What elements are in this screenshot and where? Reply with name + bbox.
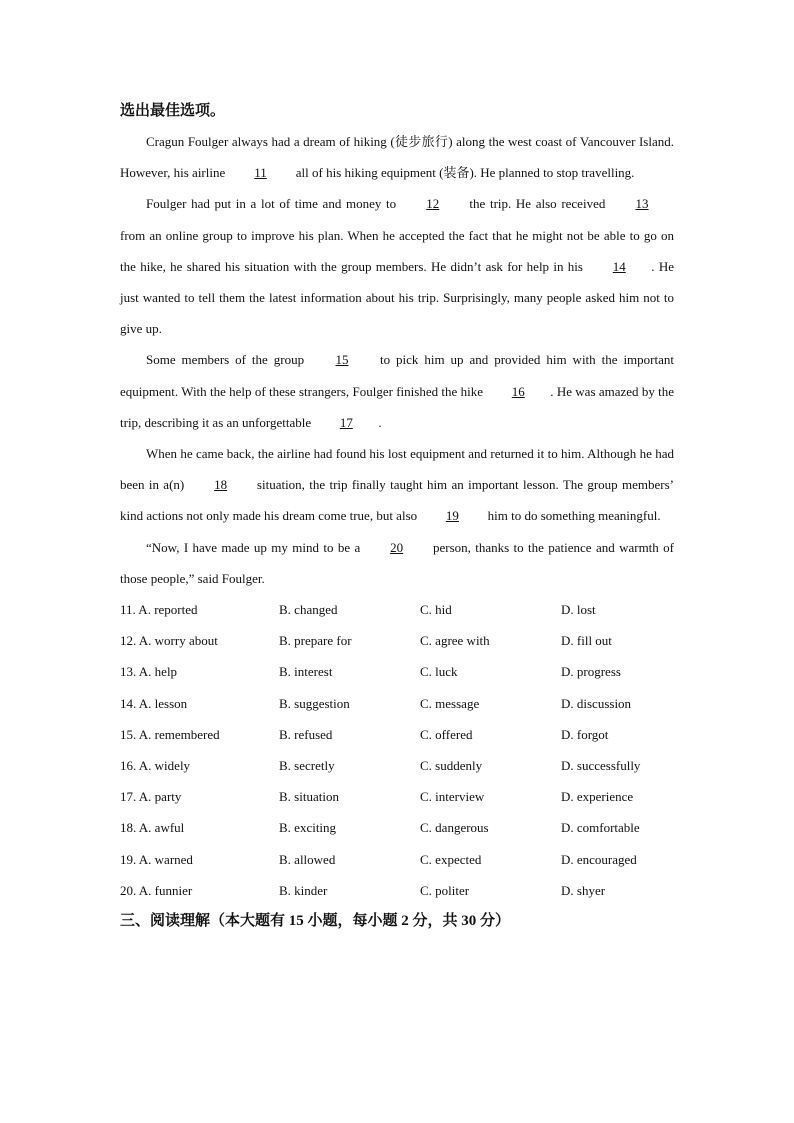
option-a: 19. A. warned <box>120 851 193 867</box>
option-c: C. dangerous <box>420 820 489 836</box>
blank-18: 18 <box>214 477 228 493</box>
passage-text: Cragun Foulger always had a dream of hiking (徒步旅行) along the west coast of Vancouver Island. However, his airline <box>120 134 674 181</box>
option-c: C. message <box>420 695 480 711</box>
option-a: 14. A. lesson <box>120 695 188 711</box>
blank-11: 11 <box>254 165 267 181</box>
option-row <box>120 594 674 625</box>
blank-20: 20 <box>390 539 404 555</box>
option-d: D. discussion <box>561 695 632 711</box>
option-a: 13. A. help <box>120 664 178 680</box>
passage-text: . He just wanted to tell them the latest information about his trip. Surprisingly, many people asked him not to give up. <box>120 258 674 337</box>
blank-15: 15 <box>335 352 349 368</box>
exam-page <box>120 96 674 937</box>
option-c: C. suddenly <box>420 757 483 773</box>
passage-text: situation, the trip finally taught him an important lesson. The group members’ kind actions not only made his dream come true, but also <box>120 477 674 524</box>
option-b: B. situation <box>279 789 339 805</box>
option-d: D. successfully <box>561 757 641 773</box>
option-c: C. expected <box>420 851 482 867</box>
option-d: D. forgot <box>561 726 609 742</box>
option-c: C. offered <box>420 726 473 742</box>
blank-16: 16 <box>511 383 525 399</box>
passage-text: him to do something meaningful. <box>484 508 661 524</box>
option-b: B. suggestion <box>279 695 350 711</box>
cloze-passage <box>120 126 674 594</box>
section-title: 三、阅读理解（本大题有 15 小题，每小题 2 分，共 30 分） <box>120 912 511 929</box>
option-c: C. hid <box>420 602 452 618</box>
option-d: D. lost <box>561 602 596 618</box>
passage-text: . He was amazed by the trip, describing it as an unforgettable <box>120 383 674 430</box>
passage-text: all of his hiking equipment (装备). He planned to stop travelling. <box>292 165 635 181</box>
option-row <box>120 719 674 750</box>
option-a: 11. A. reported <box>120 602 198 618</box>
option-c: C. luck <box>420 664 458 680</box>
option-d: D. fill out <box>561 633 612 649</box>
option-a: 17. A. party <box>120 789 182 805</box>
passage-text: “Now, I have made up my mind to be a <box>146 539 365 555</box>
option-b: B. interest <box>279 664 333 680</box>
option-d: D. encouraged <box>561 851 637 867</box>
option-c: C. interview <box>420 789 485 805</box>
option-row <box>120 812 674 843</box>
option-a: 18. A. awful <box>120 820 185 836</box>
option-row <box>120 625 674 656</box>
option-a: 16. A. widely <box>120 757 191 773</box>
passage-paragraph <box>120 438 674 532</box>
option-b: B. secretly <box>279 757 335 773</box>
option-row <box>120 781 674 812</box>
option-b: B. changed <box>279 602 338 618</box>
option-c: C. politer <box>420 882 470 898</box>
option-row <box>120 656 674 687</box>
option-b: B. refused <box>279 726 333 742</box>
option-row <box>120 844 674 875</box>
option-c: C. agree with <box>420 633 490 649</box>
passage-text: from an online group to improve his plan. When he accepted the fact that he might not be able to go on the hike, he shared his situation with the group members. He didn’t ask for help in his <box>120 227 674 274</box>
blank-12: 12 <box>426 196 440 212</box>
passage-text: . <box>378 414 382 430</box>
blank-14: 14 <box>612 258 626 274</box>
option-d: D. shyer <box>561 882 606 898</box>
blank-13: 13 <box>635 196 649 212</box>
option-row <box>120 875 674 906</box>
option-a: 15. A. remembered <box>120 726 220 742</box>
passage-paragraph <box>120 126 674 188</box>
blank-19: 19 <box>445 508 459 524</box>
option-b: B. kinder <box>279 882 328 898</box>
passage-paragraph <box>120 532 674 594</box>
passage-text: the trip. He also received <box>464 196 610 212</box>
passage-text: person, thanks to the patience and warmth of those people,” said Foulger. <box>120 539 674 586</box>
option-d: D. experience <box>561 789 634 805</box>
option-a: 20. A. funnier <box>120 882 193 898</box>
answer-options <box>120 594 674 906</box>
passage-text: Foulger had put in a lot of time and money to <box>146 196 401 212</box>
option-d: D. progress <box>561 664 621 680</box>
passage-text: to pick him up and provided him with the important equipment. With the help of these strangers, Foulger finished the hike <box>120 352 674 399</box>
instruction-heading: 选出最佳选项。 <box>120 103 226 119</box>
option-a: 12. A. worry about <box>120 633 218 649</box>
option-b: B. exciting <box>279 820 337 836</box>
option-d: D. comfortable <box>561 820 640 836</box>
passage-text: Some members of the group <box>146 352 311 368</box>
passage-paragraph <box>120 344 674 438</box>
option-row <box>120 688 674 719</box>
option-b: B. allowed <box>279 851 336 867</box>
option-b: B. prepare for <box>279 633 352 649</box>
option-row <box>120 750 674 781</box>
blank-17: 17 <box>339 414 353 430</box>
passage-paragraph <box>120 188 674 344</box>
passage-text: When he came back, the airline had found his lost equipment and returned it to him. Although he had been in a(n) <box>120 446 674 493</box>
